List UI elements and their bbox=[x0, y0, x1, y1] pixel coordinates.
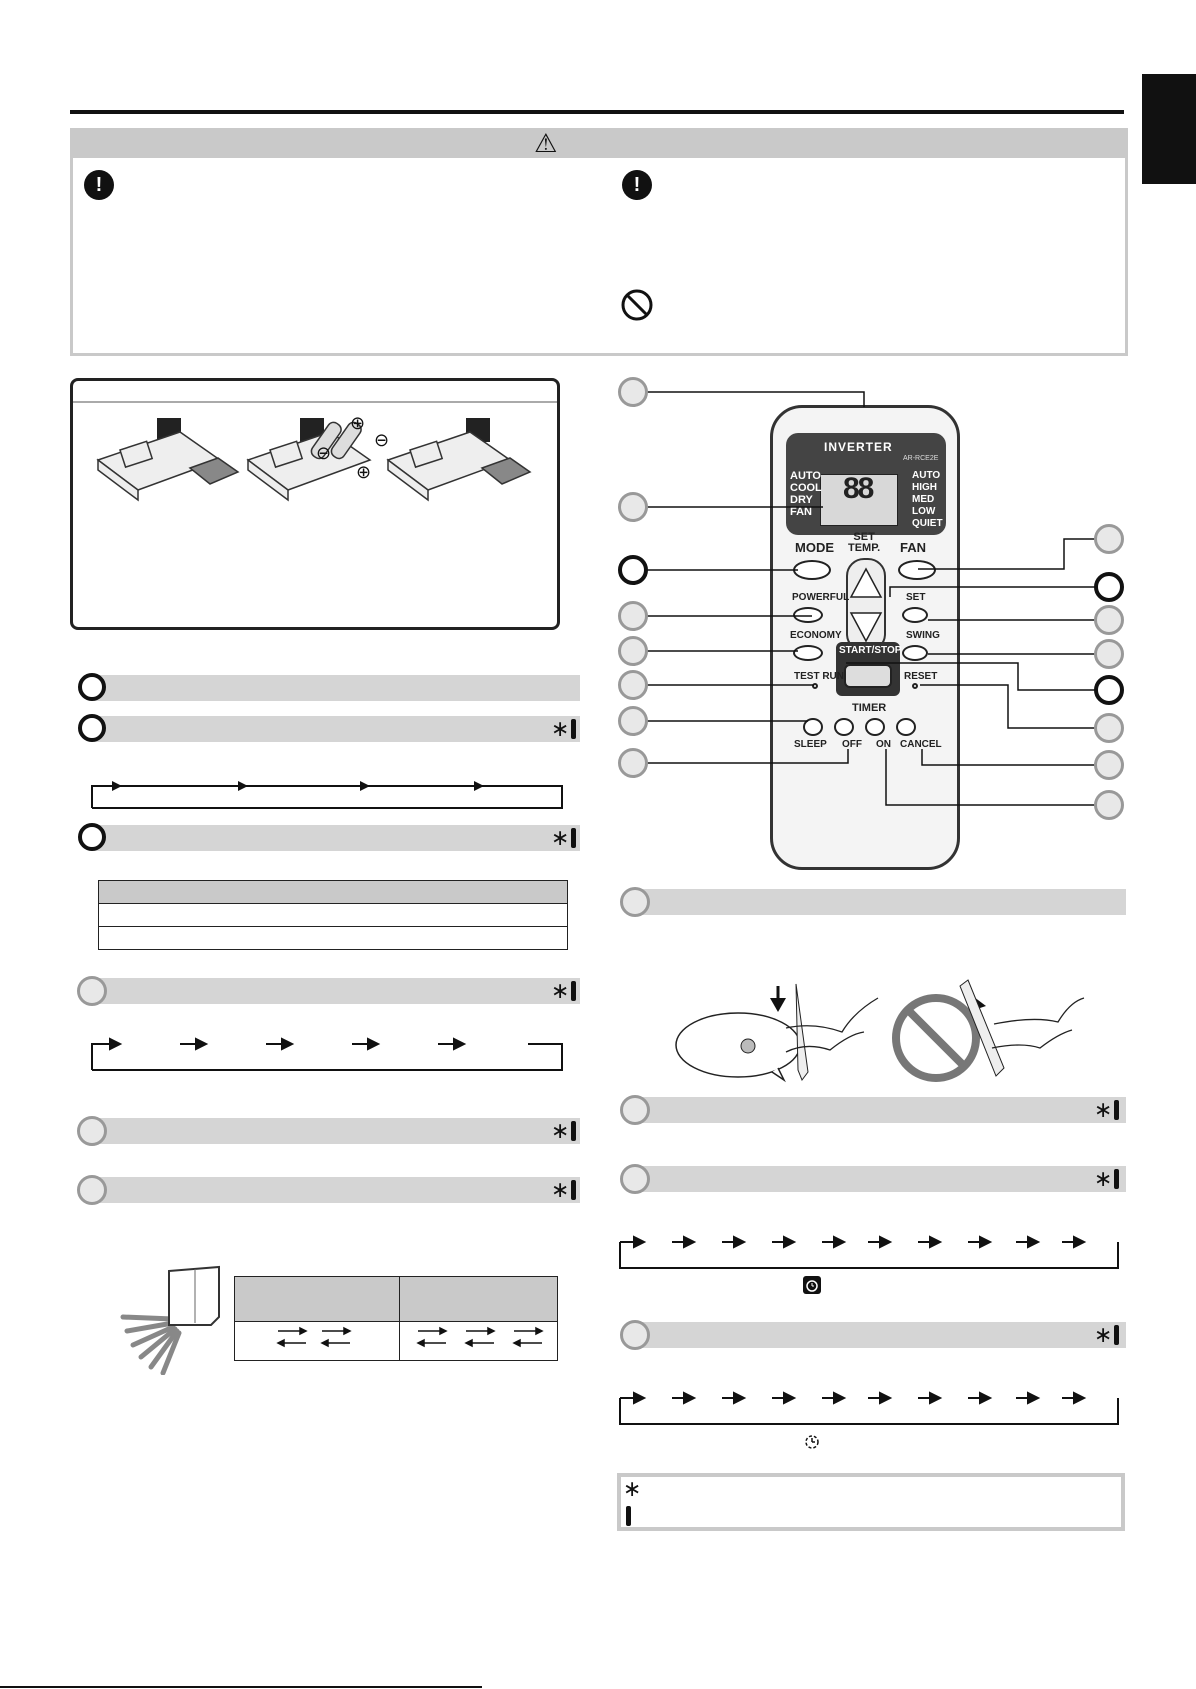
section-bar bbox=[90, 675, 580, 701]
swing-label: SWING bbox=[906, 630, 940, 641]
callout-marker bbox=[618, 706, 648, 736]
test-run-label: TEST RUN bbox=[794, 671, 844, 682]
footnote-bar-icon bbox=[626, 1506, 631, 1526]
item-marker bbox=[620, 887, 650, 917]
item-marker bbox=[77, 976, 107, 1006]
section-bar bbox=[632, 1322, 1126, 1348]
timer-label: TIMER bbox=[852, 702, 887, 714]
mode-label-auto: AUTO bbox=[790, 470, 821, 482]
battery-illustrations bbox=[90, 410, 560, 520]
footnote-bar-icon bbox=[571, 828, 576, 848]
off-label: OFF bbox=[842, 739, 862, 750]
section-bar bbox=[632, 1166, 1126, 1192]
footnote-bar-icon bbox=[1114, 1169, 1119, 1189]
polarity-plus-icon: ⊕ bbox=[350, 413, 366, 433]
warning-panel bbox=[70, 128, 1128, 356]
footnote-star-icon: ∗ bbox=[551, 1178, 570, 1203]
polarity-minus-icon: ⊖ bbox=[316, 443, 332, 463]
callout-marker bbox=[1094, 524, 1124, 554]
footnote-bar-icon bbox=[1114, 1325, 1119, 1345]
callout-marker bbox=[1094, 750, 1124, 780]
remote-model: AR-RCE2E bbox=[903, 455, 939, 462]
timer-on-icon bbox=[803, 1276, 821, 1294]
warning-header bbox=[70, 128, 1128, 158]
set-label: SET bbox=[906, 592, 926, 603]
callout-marker bbox=[618, 670, 648, 700]
callout-marker bbox=[618, 636, 648, 666]
callout-marker bbox=[618, 748, 648, 778]
callout-marker bbox=[618, 377, 648, 407]
footnote-star-icon: ∗ bbox=[551, 717, 570, 742]
callout-marker bbox=[618, 555, 648, 585]
callout-marker bbox=[1094, 675, 1124, 705]
reset-illustration bbox=[674, 972, 1104, 1084]
off-timer-cycle bbox=[616, 1232, 1122, 1272]
warning-triangle-icon: ⚠ bbox=[534, 128, 558, 158]
mandatory-icon: ! bbox=[622, 170, 652, 200]
section-bar bbox=[632, 889, 1126, 915]
item-marker bbox=[620, 1095, 650, 1125]
fan-label-high: HIGH bbox=[912, 482, 937, 493]
item-marker bbox=[78, 714, 106, 742]
item-marker bbox=[77, 1175, 107, 1205]
footnote-box bbox=[617, 1473, 1125, 1531]
footnote-bar-icon bbox=[571, 981, 576, 1001]
prohibit-icon bbox=[620, 288, 654, 322]
mandatory-icon: ! bbox=[84, 170, 114, 200]
cancel-label: CANCEL bbox=[900, 739, 942, 750]
section-bar bbox=[632, 1097, 1126, 1123]
mode-cycle-diagram bbox=[88, 770, 564, 812]
set-temp-label: SET TEMP. bbox=[848, 531, 881, 554]
fan-label-med: MED bbox=[912, 494, 935, 505]
economy-label: ECONOMY bbox=[790, 630, 842, 641]
section-tab bbox=[1142, 74, 1196, 184]
section-bar bbox=[90, 825, 580, 851]
section-bar bbox=[90, 1118, 580, 1144]
sleep-timer-cycle bbox=[616, 1388, 1122, 1428]
remote-brand: INVERTER bbox=[824, 440, 893, 454]
fan-button-label: FAN bbox=[900, 540, 926, 555]
mode-label-dry: DRY bbox=[790, 494, 813, 506]
swing-direction-arrows bbox=[276, 1325, 556, 1349]
fan-label-low: LOW bbox=[912, 506, 936, 517]
item-marker bbox=[78, 823, 106, 851]
footnote-star-icon: ∗ bbox=[551, 1119, 570, 1144]
footnote-star-icon: ∗ bbox=[1094, 1167, 1113, 1192]
divider bbox=[73, 401, 557, 403]
footnote-star-icon: ∗ bbox=[551, 979, 570, 1004]
footnote-bar-icon bbox=[571, 1180, 576, 1200]
section-bar bbox=[90, 978, 580, 1004]
reset-label: RESET bbox=[904, 671, 938, 682]
start-stop-label: START/STOP bbox=[839, 645, 902, 656]
item-marker bbox=[620, 1164, 650, 1194]
callout-marker bbox=[1094, 790, 1124, 820]
callout-marker bbox=[618, 492, 648, 522]
footnote-bar-icon bbox=[571, 719, 576, 739]
section-bar bbox=[90, 1177, 580, 1203]
footnote-star-icon: ∗ bbox=[1094, 1323, 1113, 1348]
sleep-timer-icon bbox=[803, 1432, 821, 1450]
sleep-label: SLEEP bbox=[794, 739, 827, 750]
callout-marker bbox=[1094, 713, 1124, 743]
item-marker bbox=[78, 673, 106, 701]
callout-marker bbox=[1094, 639, 1124, 669]
item-marker bbox=[620, 1320, 650, 1350]
section-bar bbox=[90, 716, 580, 742]
polarity-plus-icon: ⊕ bbox=[356, 462, 372, 482]
callout-marker bbox=[618, 601, 648, 631]
item-marker bbox=[77, 1116, 107, 1146]
swing-illustration bbox=[115, 1265, 225, 1375]
lcd-digits: 88 bbox=[843, 472, 873, 505]
footnote-bar-icon bbox=[1114, 1100, 1119, 1120]
mode-label-fan: FAN bbox=[790, 506, 812, 518]
mode-button-label: MODE bbox=[795, 540, 834, 555]
callout-marker bbox=[1094, 605, 1124, 635]
fan-cycle-diagram bbox=[88, 1030, 564, 1074]
temperature-table bbox=[98, 880, 568, 950]
fan-label-quiet: QUIET bbox=[912, 518, 943, 529]
callout-lines bbox=[618, 375, 1128, 820]
powerful-label: POWERFUL bbox=[792, 592, 850, 603]
mode-label-cool: COOL bbox=[790, 482, 822, 494]
fan-label-auto: AUTO bbox=[912, 470, 941, 481]
footnote-star-icon: ∗ bbox=[551, 826, 570, 851]
polarity-minus-icon: ⊖ bbox=[374, 430, 390, 450]
footnote-star-icon: ∗ bbox=[1094, 1098, 1113, 1123]
on-label: ON bbox=[876, 739, 891, 750]
bottom-rule bbox=[0, 1686, 482, 1688]
footnote-bar-icon bbox=[571, 1121, 576, 1141]
top-rule bbox=[70, 110, 1124, 114]
footnote-star-icon: ∗ bbox=[623, 1477, 642, 1502]
callout-marker bbox=[1094, 572, 1124, 602]
